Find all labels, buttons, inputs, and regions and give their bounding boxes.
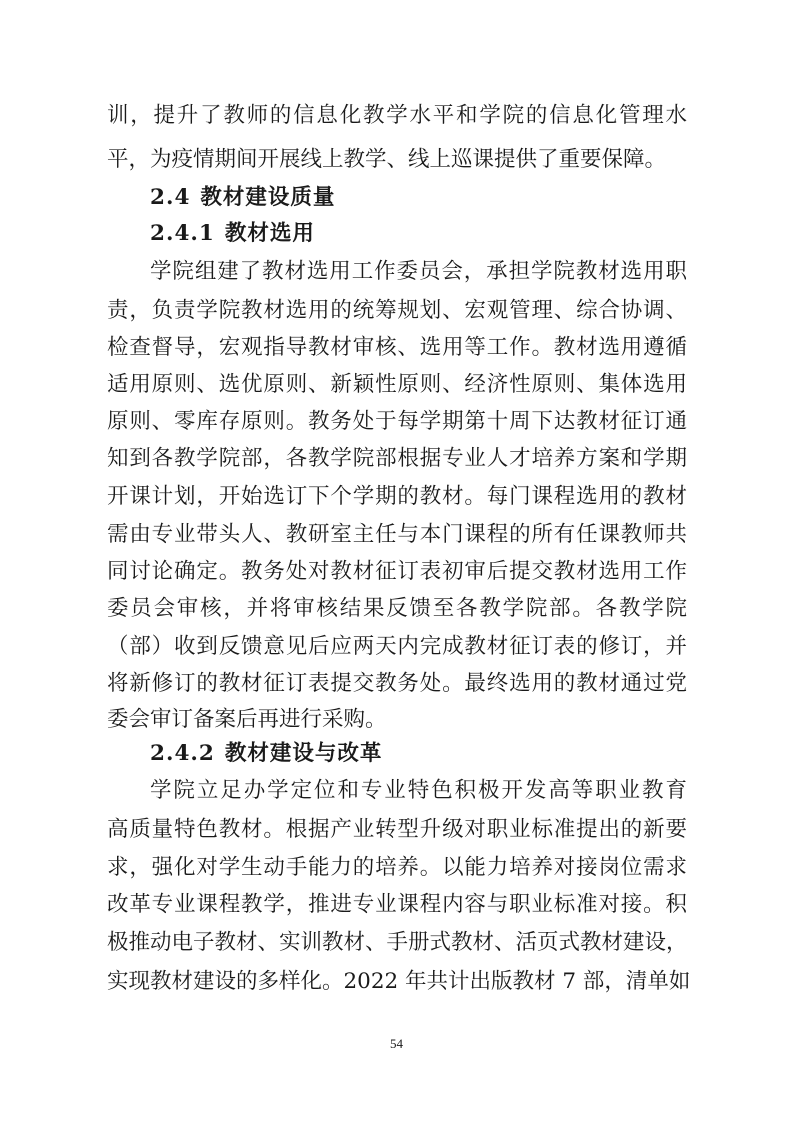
subsection-number: 2.4.1 [150,221,215,246]
body-text-line: 训，提升了教师的信息化教学水平和学院的信息化管理水 [107,103,687,128]
paragraph-line: 学院组建了教材选用工作委员会，承担学院教材选用职 [150,259,687,284]
subsection-title: 教材选用 [224,221,315,246]
subsection-number: 2.4.2 [150,741,215,766]
subsection-heading-2-4-2 [150,734,382,774]
paragraph-line: 委员会审核，并将审核结果反馈至各教学院部。各教学院 [107,596,687,621]
section-number: 2.4 [150,185,191,210]
paragraph-line: 同讨论确定。教务处对教材征订表初审后提交教材选用工作 [107,559,687,584]
body-text-line: 平，为疫情期间开展线上教学、线上巡课提供了重要保障。 [107,147,667,172]
paragraph-line: 开课计划，开始选订下个学期的教材。每门课程选用的教材 [107,484,687,509]
paragraph-line: 责，负责学院教材选用的统筹规划、宏观管理、综合协调、 [107,298,687,323]
paragraph-line: 需由专业带头人、教研室主任与本门课程的所有任课教师共 [107,522,687,547]
subsection-title: 教材建设与改革 [224,741,383,766]
paragraph-line: 学院立足办学定位和专业特色积极开发高等职业教育 [150,778,687,803]
paragraph-line: 适用原则、选优原则、新颖性原则、经济性原则、集体选用 [107,372,687,397]
paragraph-line: 实现教材建设的多样化。2022 年共计出版教材 7 部，清单如 [107,969,691,994]
page-number: 54 [390,1036,403,1051]
paragraph-line: 原则、零库存原则。教务处于每学期第十周下达教材征订通 [107,409,687,434]
section-heading-2-4 [150,178,335,218]
paragraph-line: 委会审订备案后再进行采购。 [107,707,387,732]
paragraph-line: 检查督导，宏观指导教材审核、选用等工作。教材选用遵循 [107,335,687,360]
paragraph-line: 求，强化对学生动手能力的培养。以能力培养对接岗位需求 [107,855,687,880]
section-title: 教材建设质量 [200,185,336,210]
paragraph-line: 极推动电子教材、实训教材、手册式教材、活页式教材建设， [107,930,688,955]
paragraph-line: 改革专业课程教学，推进专业课程内容与职业标准对接。积 [107,892,687,917]
subsection-heading-2-4-1 [150,214,315,254]
paragraph-line: 知到各教学院部，各教学院部根据专业人才培养方案和学期 [107,446,687,471]
paragraph-line: 将新修订的教材征订表提交教务处。最终选用的教材通过党 [107,671,687,696]
paragraph-line: 高质量特色教材。根据产业转型升级对职业标准提出的新要 [107,817,687,842]
paragraph-line: （部）收到反馈意见后应两天内完成教材征订表的修订，并 [107,634,687,659]
